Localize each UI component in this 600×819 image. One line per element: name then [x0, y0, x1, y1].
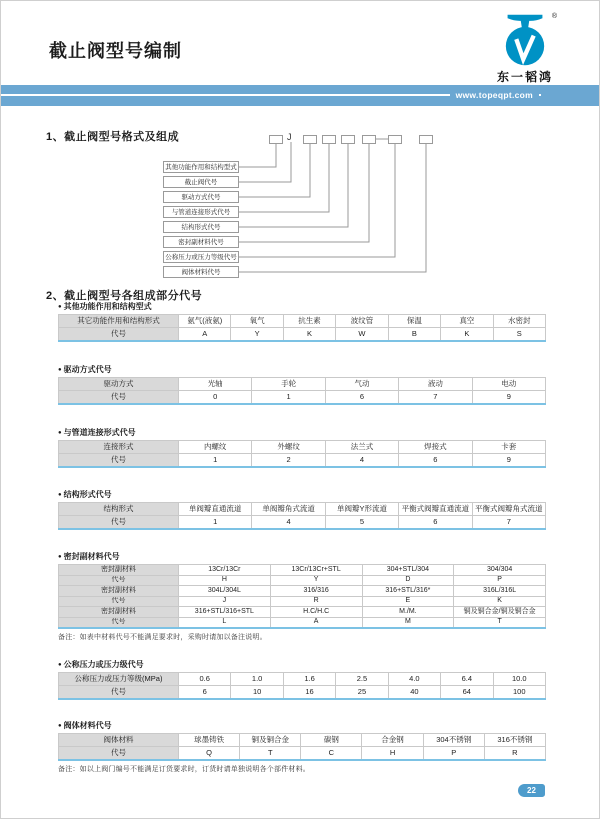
table-cell: 合金钢 — [362, 734, 423, 747]
table-cell: L — [179, 617, 271, 628]
table-cell: 保温 — [388, 315, 440, 328]
table-cell: 40 — [388, 686, 440, 699]
table-cell: Q — [179, 747, 240, 760]
row-header-cell: 代号 — [59, 747, 179, 760]
bullet-icon: ● — [58, 304, 62, 310]
table-cell: 电动 — [472, 378, 545, 391]
table-cell: Y — [231, 328, 283, 341]
table-cell: 气动 — [325, 378, 398, 391]
table-cell: 法兰式 — [325, 441, 398, 454]
table-cell: 6 — [325, 391, 398, 404]
table-cell: 304L/304L — [179, 586, 271, 597]
table-cell: 光轴 — [179, 378, 252, 391]
table-cell: 0 — [179, 391, 252, 404]
table-cell: 304/304 — [454, 565, 546, 576]
table-cell: P — [454, 575, 546, 586]
table-block-connection — [58, 427, 546, 468]
table-cell: 304不锈钢 — [423, 734, 484, 747]
bullet-icon: ● — [58, 723, 62, 729]
row-header-cell: 代号 — [59, 391, 179, 404]
table-cell: C — [301, 747, 362, 760]
diagram-label-drive-code: 驱动方式代号 — [163, 191, 239, 203]
page-title: 截止阀型号编制 — [49, 41, 182, 61]
table-cell: 外螺纹 — [252, 441, 325, 454]
row-header-cell: 连接形式 — [59, 441, 179, 454]
header-banner — [1, 85, 600, 106]
table-cell: 316L/316L — [454, 586, 546, 597]
row-header-cell: 密封副材料 — [59, 607, 179, 618]
table-cell: 6 — [179, 686, 231, 699]
table-cell: 316不锈钢 — [484, 734, 545, 747]
table-heading: ● 密封副材料代号 — [58, 552, 120, 561]
codes-table-body-material — [58, 733, 546, 761]
table-cell: 13Cr/13Cr+STL — [270, 565, 362, 576]
row-header-cell: 公称压力或压力等级(MPa) — [59, 673, 179, 686]
table-cell: A — [179, 328, 231, 341]
registered-trademark-icon: ® — [551, 13, 557, 20]
table-cell: 1 — [179, 454, 252, 467]
table-cell: 铜及铜合金 — [240, 734, 301, 747]
bullet-icon: ● — [58, 662, 62, 668]
row-header-cell: 密封副材料 — [59, 565, 179, 576]
table-heading: ● 驱动方式代号 — [58, 365, 112, 374]
format-box-2 — [303, 135, 317, 144]
table-cell: 氧气 — [231, 315, 283, 328]
table-block-seal-material — [58, 551, 546, 642]
table-cell: 2.5 — [336, 673, 388, 686]
table-cell: T — [240, 747, 301, 760]
table-cell: 6.4 — [441, 673, 493, 686]
row-header-cell: 代号 — [59, 516, 179, 529]
table-block-body-material — [58, 720, 546, 774]
table-cell: 4 — [252, 516, 325, 529]
table-cell: 铜及铜合金/铜及铜合金 — [454, 607, 546, 618]
brand-logo — [489, 13, 561, 85]
diagram-label-connection-code: 与管道连接形式代号 — [163, 206, 239, 218]
table-cell: B — [388, 328, 440, 341]
diagram-label-body-material-code: 阀体材料代号 — [163, 266, 239, 278]
diagram-label-pressure-code: 公称压力或压力等级代号 — [163, 251, 239, 263]
table-cell: 100 — [493, 686, 545, 699]
row-header-cell: 阀体材料 — [59, 734, 179, 747]
table-cell: 波纹管 — [336, 315, 388, 328]
table-cell: 抗生素 — [283, 315, 335, 328]
table-cell: 6 — [399, 454, 472, 467]
section1-title: 1、截止阀型号格式及组成 — [46, 131, 180, 143]
table-cell: 7 — [472, 516, 545, 529]
codes-table-other-function — [58, 314, 546, 342]
table-cell: 真空 — [441, 315, 493, 328]
table-cell: 平衡式阀瓣直通流道 — [399, 503, 472, 516]
website-link[interactable]: www.topeqpt.com — [450, 90, 539, 101]
table-cell: 水密封 — [493, 315, 545, 328]
format-box-5 — [362, 135, 376, 144]
table-cell: 4 — [325, 454, 398, 467]
table-note: 备注：如表中材料代号不能满足要求时，采购时请加以备注说明。 — [58, 633, 267, 641]
bullet-icon: ● — [58, 492, 62, 498]
table-cell: K — [454, 596, 546, 607]
format-box-6 — [388, 135, 402, 144]
table-cell: 氨气(液氨) — [179, 315, 231, 328]
row-header-cell: 代号 — [59, 575, 179, 586]
table-cell: 平衡式阀瓣角式流道 — [472, 503, 545, 516]
table-cell: 64 — [441, 686, 493, 699]
codes-table-connection — [58, 440, 546, 468]
table-cell: J — [179, 596, 271, 607]
table-cell: 7 — [399, 391, 472, 404]
table-block-drive-mode — [58, 364, 546, 405]
table-block-other-function — [58, 301, 546, 342]
table-cell: 卡套 — [472, 441, 545, 454]
table-cell: 1 — [179, 516, 252, 529]
table-cell: 球墨铸铁 — [179, 734, 240, 747]
bullet-icon: ● — [58, 554, 62, 560]
row-header-cell: 结构形式 — [59, 503, 179, 516]
company-logo-icon — [497, 13, 553, 67]
row-header-cell: 代号 — [59, 596, 179, 607]
diagram-label-seal-material-code: 密封副材料代号 — [163, 236, 239, 248]
table-cell: A — [270, 617, 362, 628]
table-cell: 1 — [252, 391, 325, 404]
table-cell: 16 — [283, 686, 335, 699]
table-cell: H.C/H.C — [270, 607, 362, 618]
table-cell: W — [336, 328, 388, 341]
row-header-cell: 代号 — [59, 328, 179, 341]
table-cell: 0.6 — [179, 673, 231, 686]
table-cell: 5 — [325, 516, 398, 529]
table-cell: 焊接式 — [399, 441, 472, 454]
codes-table-drive-mode — [58, 377, 546, 405]
diagram-connector-lines — [1, 126, 600, 291]
format-box-1 — [269, 135, 283, 144]
table-cell: K — [441, 328, 493, 341]
table-cell: 9 — [472, 391, 545, 404]
table-cell: 9 — [472, 454, 545, 467]
model-format-diagram — [1, 126, 600, 291]
table-heading: ● 与管道连接形式代号 — [58, 428, 136, 437]
table-heading: ● 其他功能作用和结构型式 — [58, 302, 152, 311]
diagram-label-structure-code: 结构形式代号 — [163, 221, 239, 233]
table-cell: H — [362, 747, 423, 760]
diagram-label-other-function: 其他功能作用和结构型式 — [163, 161, 239, 173]
table-cell: 内螺纹 — [179, 441, 252, 454]
table-cell: 单阀瓣Y形流道 — [325, 503, 398, 516]
table-cell: 25 — [336, 686, 388, 699]
row-header-cell: 代号 — [59, 617, 179, 628]
table-cell: 1.0 — [231, 673, 283, 686]
bullet-icon: ● — [58, 367, 62, 373]
table-cell: D — [362, 575, 454, 586]
codes-table-pressure — [58, 672, 546, 700]
row-header-cell: 密封副材料 — [59, 586, 179, 597]
format-box-3 — [322, 135, 336, 144]
row-header-cell: 其它功能作用和结构形式 — [59, 315, 179, 328]
table-cell: T — [454, 617, 546, 628]
table-cell: 304+STL/304 — [362, 565, 454, 576]
table-cell: 手轮 — [252, 378, 325, 391]
table-heading: ● 结构形式代号 — [58, 490, 112, 499]
format-box-4 — [341, 135, 355, 144]
table-cell: 碳钢 — [301, 734, 362, 747]
table-cell: 10 — [231, 686, 283, 699]
table-cell: 316+STL/316+STL — [179, 607, 271, 618]
table-cell: R — [270, 596, 362, 607]
table-heading: ● 公称压力或压力级代号 — [58, 660, 144, 669]
table-heading: ● 阀体材料代号 — [58, 721, 112, 730]
table-cell: 单阀瓣角式流道 — [252, 503, 325, 516]
table-cell: M./M. — [362, 607, 454, 618]
table-cell: 1.6 — [283, 673, 335, 686]
table-cell: 液动 — [399, 378, 472, 391]
table-cell: H — [179, 575, 271, 586]
format-letter: J — [287, 132, 292, 142]
table-block-pressure — [58, 659, 546, 700]
codes-table-structure — [58, 502, 546, 530]
diagram-label-valve-code: 截止阀代号 — [163, 176, 239, 188]
codes-table-seal-material — [58, 564, 546, 629]
table-cell: 316+STL/316* — [362, 586, 454, 597]
table-cell: 13Cr/13Cr — [179, 565, 271, 576]
table-block-structure — [58, 489, 546, 530]
section2-title: 2、截止阀型号各组成部分代号 — [46, 290, 203, 302]
table-cell: 4.0 — [388, 673, 440, 686]
row-header-cell: 驱动方式 — [59, 378, 179, 391]
table-cell: 6 — [399, 516, 472, 529]
table-cell: Y — [270, 575, 362, 586]
table-cell: P — [423, 747, 484, 760]
format-box-7 — [419, 135, 433, 144]
table-cell: 2 — [252, 454, 325, 467]
table-cell: M — [362, 617, 454, 628]
brand-name: 东一韬鸿 — [496, 70, 553, 84]
table-cell: E — [362, 596, 454, 607]
row-header-cell: 代号 — [59, 686, 179, 699]
table-cell: 316/316 — [270, 586, 362, 597]
table-cell: K — [283, 328, 335, 341]
row-header-cell: 代号 — [59, 454, 179, 467]
table-cell: R — [484, 747, 545, 760]
table-cell: 单阀瓣直通流道 — [179, 503, 252, 516]
table-cell: S — [493, 328, 545, 341]
page-number-badge: 22 — [518, 784, 545, 797]
bullet-icon: ● — [58, 430, 62, 436]
table-cell: 10.0 — [493, 673, 545, 686]
table-note: 备注：如以上阀门编号不能满足订货要求时，订货时请单独说明各个部件材料。 — [58, 765, 310, 773]
